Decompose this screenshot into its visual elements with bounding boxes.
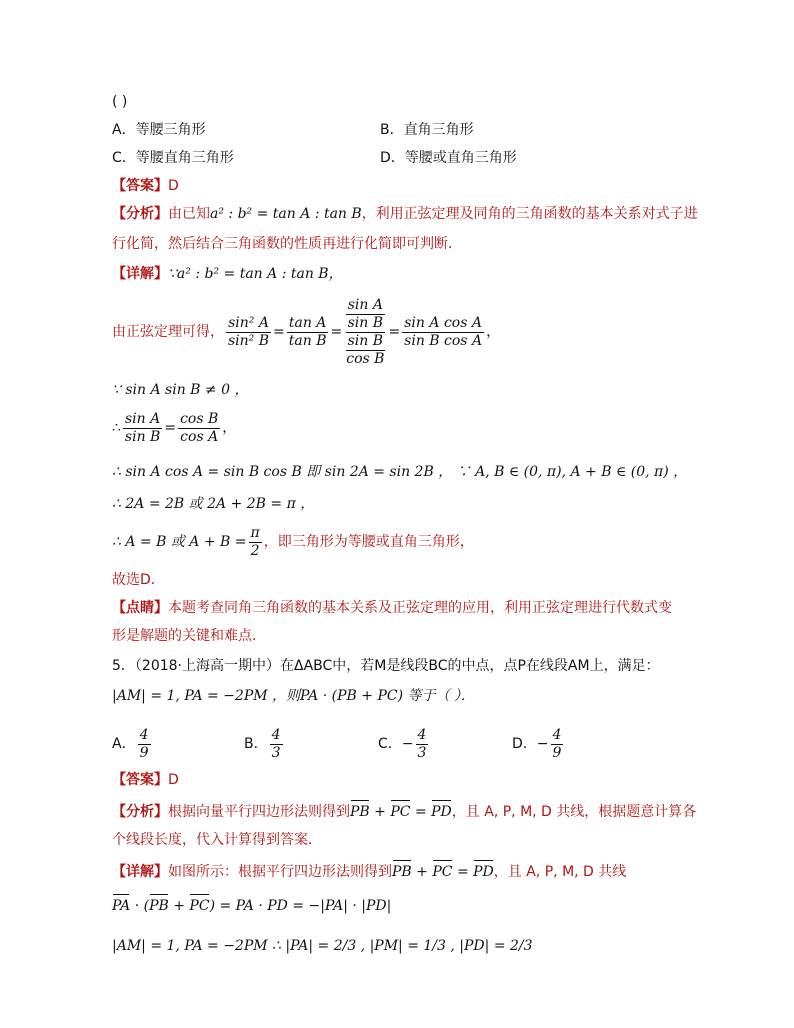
q4-choose-line: 故选D． xyxy=(112,572,165,588)
q4-detail-line1 xyxy=(112,264,343,284)
q4-conclusion-line: ∴ A = B 或 A + B = $\frac{\pi}{2}$ ，即三角形为等腰或直角三角形， xyxy=(112,524,474,559)
q4-analysis-line2: 行化简，然后结合三角函数的性质再进行化简即可判断． xyxy=(112,236,462,252)
q5-answer: 【答案】D xyxy=(112,772,179,788)
comment-tag: 【点睛】 xyxy=(112,600,168,616)
q4-option-c: C．等腰直角三角形 xyxy=(112,150,234,166)
q5-analysis-line2: 个线段长度，代入计算得到答案． xyxy=(112,832,322,848)
frac-pi-2: $\frac{\pi}{2}$ xyxy=(250,524,260,559)
q4-sine-law-line: 由正弦定理可得， $\frac{\text{sin² A}}{\text{sin² B}}$ = $\frac{\text{tan A}}{\text{tan B}}$ = $\frac{\frac{\text{sin A}}{\text{sin B}}}{\frac{\text{sin B}}{\text{cos B}}}$ = $\frac{\text{sin A cos A}}{\text{sin B cos A}}$ ， xyxy=(112,296,501,367)
detail-tag: 【详解】 xyxy=(112,266,168,282)
q5-options xyxy=(112,722,565,766)
q4-comment-line1: 【点睛】本题考查同角三角函数的基本关系及正弦定理的应用，利用正弦定理进行代数式变 xyxy=(112,600,672,616)
q4-option-b: B．直角三角形 xyxy=(380,122,474,138)
q4-equation-line: ∴ sin A cos A = sin B cos B 即 sin 2A = sin 2B ， ∵ A, B ∈ (0, π), A + B ∈ (0, π) ， xyxy=(112,464,688,480)
frac-tana-tanb: $\frac{\text{tan A}}{\text{tan B}}$ xyxy=(288,314,327,349)
answer-value: D xyxy=(168,178,179,194)
analysis-post: ，利用正弦定理及同角的三角函数的基本关系对式子进 xyxy=(361,206,698,222)
sine-law-text: 由正弦定理可得， xyxy=(112,324,224,340)
q5-detail-line3: |AM| = 1, PA = −2PM ∴ |PA| = 2/3 , |PM| = 1/3 , |PD| = 2/3 xyxy=(112,938,533,954)
q4-paren: ( ) xyxy=(112,94,128,110)
q5-option-c: C．− $\frac{4}{3}$ xyxy=(378,726,427,761)
q4-ratio-line: ∴ $\frac{\text{sin A}}{\text{sin B}}$ = $\frac{\text{cos B}}{\text{cos A}}$ ， xyxy=(112,410,237,445)
q5-stem-line2: |AM| = 1, PA = −2PM ，则PA · (PB + PC) 等于（ ）． xyxy=(112,688,475,704)
q4-comment-line2: 形是解题的关键和难点． xyxy=(112,628,266,644)
q5-stem-line1: 5．（2018·上海高一期中）在ΔABC中，若M是线段BC的中点，点P在线段AM上，满足： xyxy=(112,658,660,674)
q4-or-line: ∴ 2A = 2B 或 2A + 2B = π ， xyxy=(112,496,315,512)
q4-option-a: A．等腰三角形 xyxy=(112,122,206,138)
frac-cosb-cosa: $\frac{\text{cos B}}{\text{cos A}}$ xyxy=(180,410,219,445)
analysis-tag: 【分析】 xyxy=(112,206,168,222)
frac-result: $\frac{\text{sin A cos A}}{\text{sin B cos A}}$ xyxy=(404,314,483,349)
q5-detail-line1: 【详解】如图所示：根据平行四边形法则得到PB + PC = PD，且 A, P, M, D 共线 xyxy=(112,864,627,880)
q5-option-a: A． $\frac{4}{9}$ xyxy=(112,726,149,761)
q4-option-d: D．等腰或直角三角形 xyxy=(380,150,517,166)
q5-option-d: D．− $\frac{4}{9}$ xyxy=(512,726,562,761)
q4-answer xyxy=(112,176,179,196)
analysis-pre: 由已知 xyxy=(168,206,210,222)
q4-nonzero-line: ∵ sin A sin B ≠ 0 ， xyxy=(112,382,249,398)
q5-analysis-line1: 【分析】根据向量平行四边形法则得到PB + PC = PD，且 A, P, M, D 共线，根据题意计算各 xyxy=(112,804,697,820)
q4-analysis-line1 xyxy=(112,204,698,224)
q5-detail-line2: PA · (PB + PC) = PA · PD = −|PA| · |PD| xyxy=(112,898,392,914)
frac-sin2a-sin2b: $\frac{\text{sin² A}}{\text{sin² B}}$ xyxy=(228,314,270,349)
analysis-formula: a² : b² = tan A : tan B xyxy=(210,206,362,222)
answer-tag: 【答案】 xyxy=(112,178,168,194)
frac-nested: $\frac{\frac{\text{sin A}}{\text{sin B}}}{\frac{\text{sin B}}{\text{cos B}}}$ xyxy=(346,296,385,367)
detail-formula: ∵a² : b² = tan A : tan B， xyxy=(168,266,343,282)
q5-option-b: B． $\frac{4}{3}$ xyxy=(244,726,281,761)
frac-sina-sinb: $\frac{\text{sin A}}{\text{sin B}}$ xyxy=(124,410,161,445)
